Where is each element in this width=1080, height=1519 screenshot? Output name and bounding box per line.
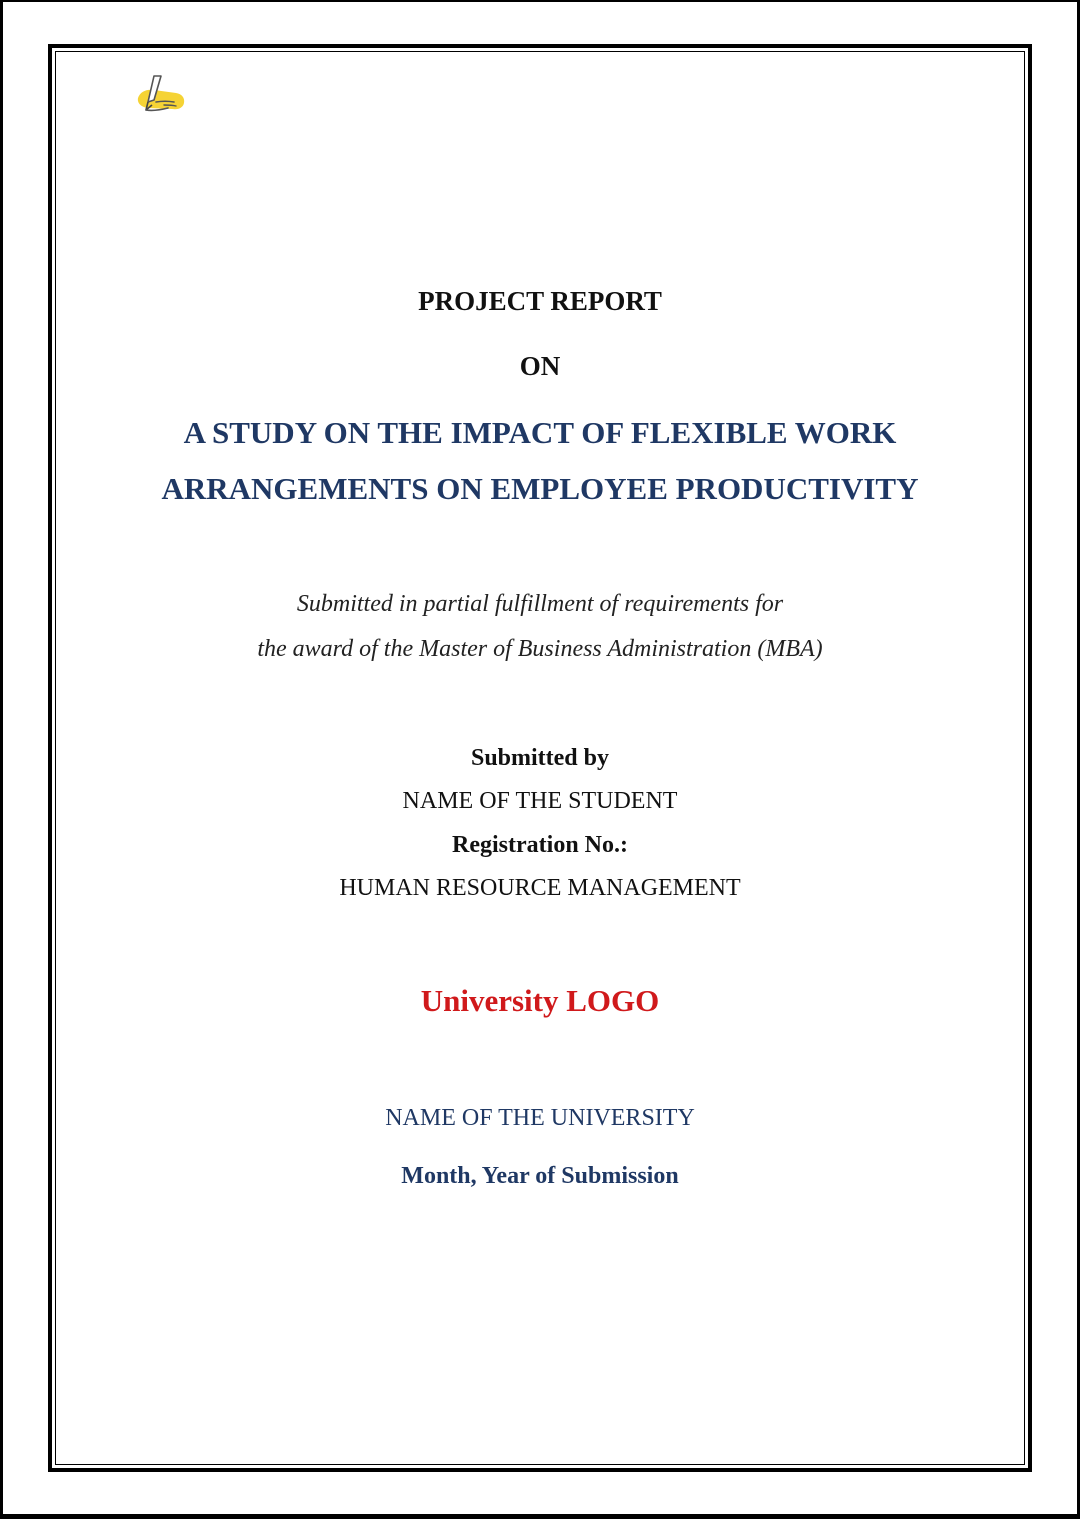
submitted-by-label: Submitted by (470, 745, 610, 771)
university-name: NAME OF THE UNIVERSITY (385, 1105, 695, 1131)
submission-statement-line-1: Submitted in partial fulfillment of requirements for (296, 591, 784, 617)
report-on-label: ON (519, 351, 561, 381)
pen-writing-icon (134, 72, 188, 120)
submission-statement-line-2: the award of the Master of Business Administration (MBA) (257, 636, 823, 662)
report-title-line-1: A STUDY ON THE IMPACT OF FLEXIBLE WORK (183, 415, 897, 450)
report-heading: PROJECT REPORT (418, 286, 662, 316)
registration-number-label: Registration No.: (452, 832, 628, 858)
department-name: HUMAN RESOURCE MANAGEMENT (339, 875, 741, 901)
student-name: NAME OF THE STUDENT (402, 788, 678, 814)
report-title-line-2: ARRANGEMENTS ON EMPLOYEE PRODUCTIVITY (161, 471, 919, 506)
submission-date: Month, Year of Submission (401, 1163, 679, 1189)
university-logo-placeholder: University LOGO (420, 983, 660, 1018)
